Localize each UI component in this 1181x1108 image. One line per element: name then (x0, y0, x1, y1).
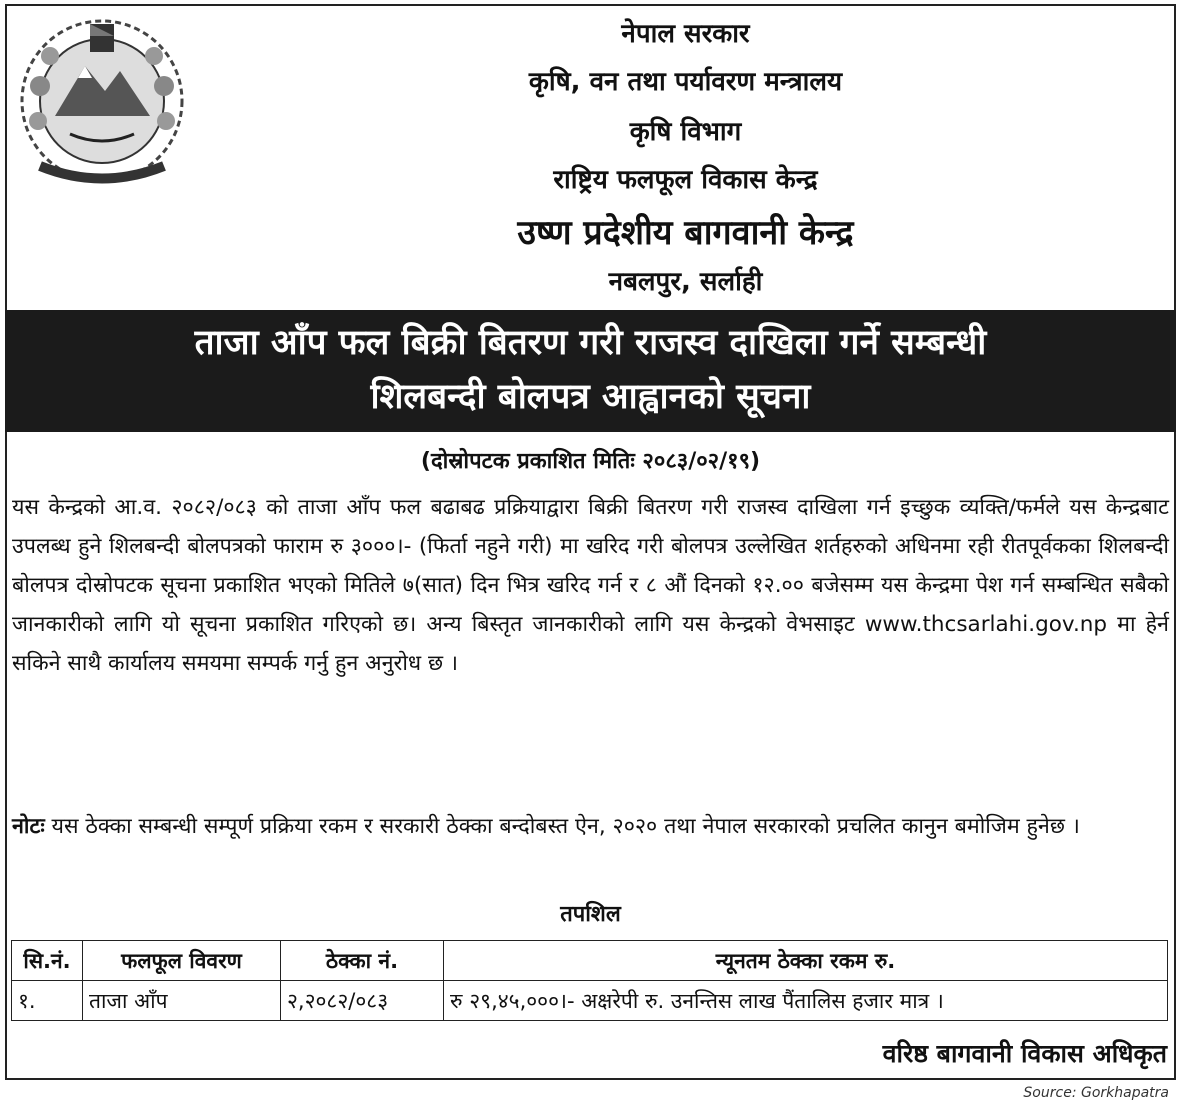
notice-title-banner (5, 310, 1176, 432)
header-address: नबलपुर, सर्लाही (608, 267, 763, 297)
notice-title-line2: शिलबन्दी बोलपत्र आह्वानको सूचना (370, 377, 811, 417)
signature-title: वरिष्ठ बागवानी विकास अधिकृत (882, 1039, 1167, 1068)
notice-note (12, 805, 1169, 848)
note-label: नोटः (12, 814, 45, 839)
header-department: कृषि विभाग (629, 117, 742, 147)
note-text: यस ठेक्का सम्बन्धी सम्पूर्ण प्रक्रिया रकम र सरकारी ठेक्का बन्दोबस्त ऐन, २०२० तथा नेपाल सरकारको प्रचलित कानुन बमोजिम हुनेछ । (44, 814, 1080, 839)
column-header: न्यूनतम ठेक्का रकम रु. (444, 941, 1168, 981)
schedule-table (11, 940, 1168, 1021)
table-cell: ताजा आँप (83, 981, 281, 1021)
table-cell: २,२०८२/०८३ (281, 981, 444, 1021)
notice-title-line1: ताजा आँप फल बिक्री बितरण गरी राजस्व दाखिला गर्ने सम्बन्धी (194, 323, 987, 363)
table-cell: १. (12, 981, 83, 1021)
publication-date: (दोस्रोपटक प्रकाशित मितिः २०८३/०२/१९) (420, 449, 761, 474)
schedule-title: तपशिल (560, 902, 621, 927)
header-office: उष्ण प्रदेशीय बागवानी केन्द्र (517, 213, 854, 253)
column-header: ठेक्का नं. (281, 941, 444, 981)
source-credit: Source: Gorkhapatra (1023, 1085, 1169, 1101)
nepal-government-emblem-icon (10, 16, 194, 186)
header-government: नेपाल सरकार (621, 19, 750, 49)
column-header: सि.नं. (12, 941, 83, 981)
table-cell: रु २९,४५,०००।- अक्षरेपी रु. उनन्तिस लाख पैंतालिस हजार मात्र । (444, 981, 1168, 1021)
table-header-row (12, 941, 1168, 981)
header-center: राष्ट्रिय फलफूल विकास केन्द्र (553, 165, 818, 195)
header-ministry: कृषि, वन तथा पर्यावरण मन्त्रालय (528, 67, 843, 97)
notice-body: यस केन्द्रको आ.व. २०८२/०८३ को ताजा आँप फल बढाबढ प्रक्रियाद्वारा बिक्री बितरण गरी राजस्व दाखिला गर्न इच्छुक व्यक्ति/फर्मले यस केन्द्रबाट उपलब्ध हुने शिलबन्दी बोलपत्रको फाराम रु ३०००।- (फिर्ता नहुने गरी) मा खरिद गरी बोलपत्र उल्लेखित शर्तहरुको अधिनमा रही रीतपूर्वकका शिलबन्दी बोलपत्र दोस्रोपटक सूचना प्रकाशित भएको मितिले ७(सात) दिन भित्र खरिद गर्न र ८ औं दिनको १२.०० बजेसम्म यस केन्द्रमा पेश गर्न सम्बन्धित सबैको जानकारीको लागि यो सूचना प्रकाशित गरिएको छ। अन्य बिस्तृत जानकारीको लागि यस केन्द्रको वेभसाइट www.thcsarlahi.gov.np मा हेर्न सकिने साथै कार्यालय समयमा सम्पर्क गर्नु हुन अनुरोध छ । (12, 495, 1169, 676)
table-row (12, 981, 1168, 1021)
column-header: फलफूल विवरण (83, 941, 281, 981)
